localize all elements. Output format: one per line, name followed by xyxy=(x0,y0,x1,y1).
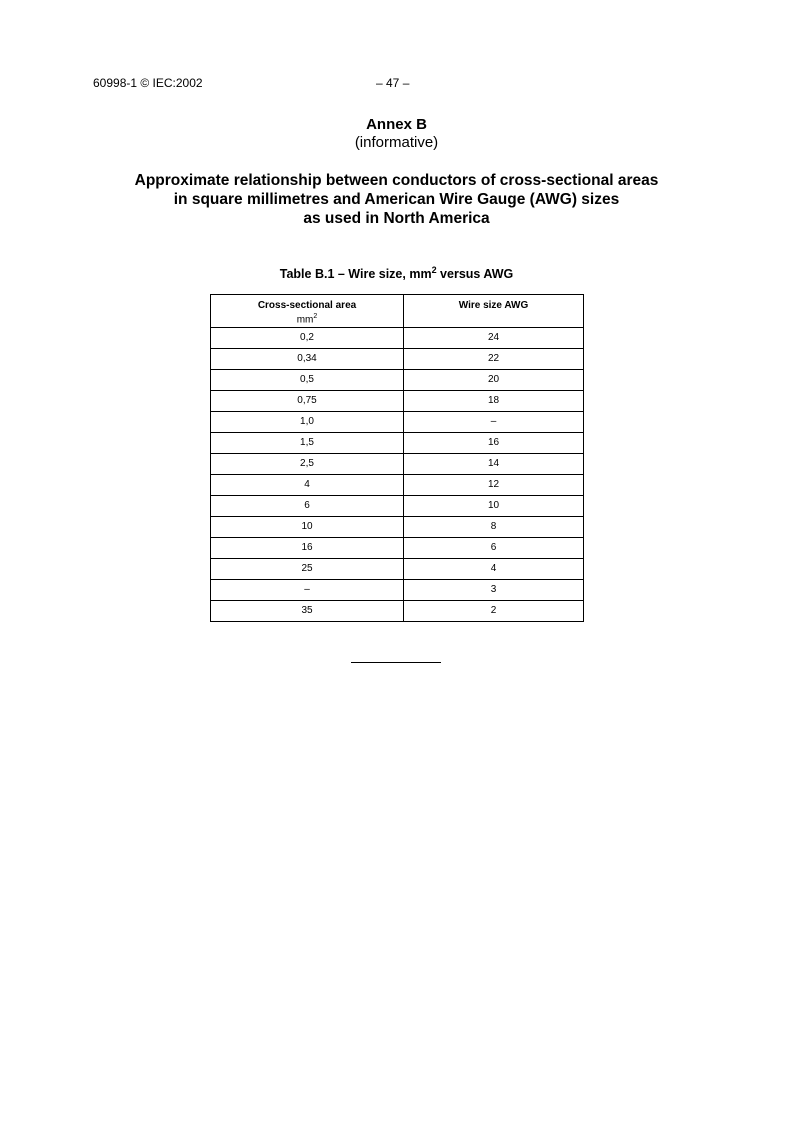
header-cross-sectional-area xyxy=(211,295,404,328)
cell-wire-size-awg: 20 xyxy=(404,370,584,391)
table-caption-tail: versus AWG xyxy=(436,267,514,282)
cell-wire-size-awg: 8 xyxy=(404,517,584,538)
table-header-row xyxy=(211,295,584,328)
cell-wire-size-awg: 3 xyxy=(404,580,584,601)
table-row xyxy=(211,454,584,475)
table-caption-main: Table B.1 – Wire size, mm xyxy=(279,267,432,282)
cell-wire-size-awg: 12 xyxy=(404,475,584,496)
cell-wire-size-awg: 10 xyxy=(404,496,584,517)
cell-cross-sectional-area: 0,34 xyxy=(211,349,404,370)
cell-wire-size-awg: 2 xyxy=(404,601,584,622)
table-row xyxy=(211,370,584,391)
header-unit-superscript: 2 xyxy=(313,313,318,320)
cell-wire-size-awg: 24 xyxy=(404,328,584,349)
table-row xyxy=(211,517,584,538)
table-row xyxy=(211,328,584,349)
header-unit-label: mm xyxy=(296,314,314,326)
cell-cross-sectional-area: – xyxy=(211,580,404,601)
cell-wire-size-awg: 4 xyxy=(404,559,584,580)
cell-cross-sectional-area: 0,2 xyxy=(211,328,404,349)
table-row xyxy=(211,538,584,559)
page-number: – 47 – xyxy=(376,76,410,90)
table-row xyxy=(211,559,584,580)
cell-cross-sectional-area: 1,5 xyxy=(211,433,404,454)
cell-cross-sectional-area: 1,0 xyxy=(211,412,404,433)
document-id: 60998-1 © IEC:2002 xyxy=(93,76,203,90)
header-cross-sectional-area-label: Cross-sectional area xyxy=(257,300,357,311)
cell-cross-sectional-area: 25 xyxy=(211,559,404,580)
heading-line-2: in square millimetres and American Wire Gauge (AWG) sizes xyxy=(173,191,620,208)
heading-line-1: Approximate relationship between conductors of cross-sectional areas xyxy=(134,172,659,189)
header-unit xyxy=(211,311,403,325)
table-row xyxy=(211,475,584,496)
annex-subtitle: (informative) xyxy=(354,134,439,151)
cell-cross-sectional-area: 6 xyxy=(211,496,404,517)
cell-cross-sectional-area: 35 xyxy=(211,601,404,622)
wire-size-table xyxy=(210,294,584,622)
heading-line-3: as used in North America xyxy=(303,210,490,227)
cell-wire-size-awg: 22 xyxy=(404,349,584,370)
table-row xyxy=(211,391,584,412)
end-rule xyxy=(351,662,441,663)
cell-cross-sectional-area: 0,75 xyxy=(211,391,404,412)
annex-title: Annex B xyxy=(366,116,427,133)
table-caption xyxy=(0,265,793,281)
table-row xyxy=(211,433,584,454)
cell-wire-size-awg: 14 xyxy=(404,454,584,475)
header-wire-size-awg: Wire size AWG xyxy=(404,295,584,328)
cell-cross-sectional-area: 10 xyxy=(211,517,404,538)
table-row xyxy=(211,412,584,433)
cell-cross-sectional-area: 4 xyxy=(211,475,404,496)
cell-wire-size-awg: – xyxy=(404,412,584,433)
table-row xyxy=(211,496,584,517)
cell-wire-size-awg: 18 xyxy=(404,391,584,412)
table-row xyxy=(211,349,584,370)
cell-wire-size-awg: 6 xyxy=(404,538,584,559)
cell-wire-size-awg: 16 xyxy=(404,433,584,454)
table-row xyxy=(211,601,584,622)
cell-cross-sectional-area: 0,5 xyxy=(211,370,404,391)
table-row xyxy=(211,580,584,601)
cell-cross-sectional-area: 2,5 xyxy=(211,454,404,475)
annex-heading xyxy=(0,171,793,228)
table-body xyxy=(211,328,584,622)
table-caption-superscript: 2 xyxy=(431,265,437,275)
cell-cross-sectional-area: 16 xyxy=(211,538,404,559)
